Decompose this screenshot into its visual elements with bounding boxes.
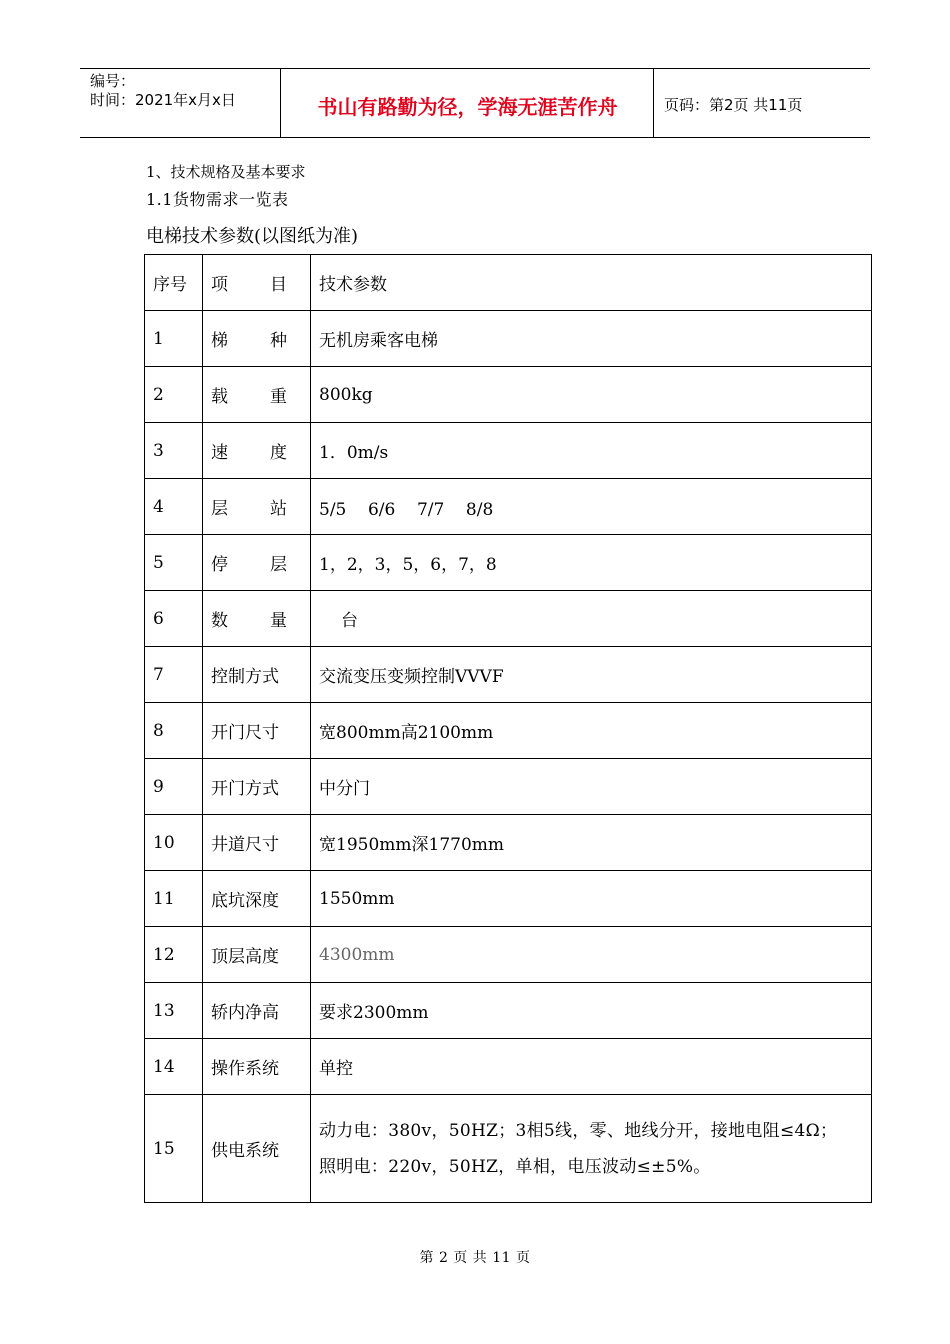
row-value: 中分门 [311,759,872,815]
row-item-label: 层 站 [211,499,287,519]
row-item-label: 载 重 [211,387,287,407]
row-no: 6 [145,591,203,647]
row-item: 井道尺寸 [203,815,311,871]
power-line: 动力电：380v，50HZ；3相5线，零、地线分开，接地电阻≤4Ω； [319,1120,838,1141]
header-cell-no: 序号 [145,255,203,311]
row-value: 交流变压变频控制VVVF [311,647,872,703]
table-row [145,983,872,1039]
section-heading: 1、技术规格及基本要求 [146,163,306,181]
row-no: 14 [145,1039,203,1095]
row-value-text: 4300mm [319,944,395,965]
row-item-label: 速 度 [211,443,287,463]
row-value [311,479,872,535]
row-value: 单控 [311,1039,872,1095]
row-no: 13 [145,983,203,1039]
table-row [145,423,872,479]
row-item: 开门方式 [203,759,311,815]
row-value [311,591,872,647]
row-item [203,591,311,647]
page-header [80,68,870,138]
table-title: 电梯技术参数(以图纸为准) [146,226,359,247]
row-item [203,311,311,367]
table-row [145,759,872,815]
table-header-row [145,255,872,311]
table-row [145,927,872,983]
section-subheading: 1.1货物需求一览表 [146,190,289,209]
table-row [145,367,872,423]
row-value-text: 台 [341,611,358,631]
header-page-label: 页码：第2页 共11页 [664,95,803,114]
row-no: 12 [145,927,203,983]
header-cell-item [203,255,311,311]
header-item-label: 项 目 [211,275,287,295]
row-value: 宽1950mm深1770mm [311,815,872,871]
row-value: 1550mm [311,871,872,927]
row-no: 4 [145,479,203,535]
table-row [145,703,872,759]
row-item [203,423,311,479]
row-no: 15 [145,1095,203,1203]
header-motto: 书山有路勤为径，学海无涯苦作舟 [282,69,654,137]
row-value: 1．0m/s [311,423,872,479]
header-cell-value: 技术参数 [311,255,872,311]
row-item: 顶层高度 [203,927,311,983]
table-row [145,1039,872,1095]
header-meta [80,69,281,137]
row-item: 控制方式 [203,647,311,703]
row-no: 8 [145,703,203,759]
document-number-label: 编号： [90,72,136,90]
row-item: 操作系统 [203,1039,311,1095]
row-item-label: 数 量 [211,611,287,631]
elevator-spec-table [144,254,872,1203]
page-footer: 第 2 页 共 11 页 [419,1250,531,1266]
row-item: 轿内净高 [203,983,311,1039]
power-supply-text [319,1113,871,1185]
row-no: 11 [145,871,203,927]
row-item-label: 梯 种 [211,331,287,351]
table-row [145,535,872,591]
row-no: 7 [145,647,203,703]
row-value: 宽800mm高2100mm [311,703,872,759]
row-value: 1，2，3，5，6，7，8 [311,535,872,591]
table-row [145,479,872,535]
row-item: 开门尺寸 [203,703,311,759]
row-item [203,479,311,535]
row-value: 要求2300mm [311,983,872,1039]
row-item [203,367,311,423]
row-value [311,927,872,983]
row-no: 10 [145,815,203,871]
row-value: 无机房乘客电梯 [311,311,872,367]
row-item: 底坑深度 [203,871,311,927]
document-time-label: 时间：2021年x月x日 [90,91,236,109]
row-no: 2 [145,367,203,423]
table-row [145,647,872,703]
table-row [145,591,872,647]
table-row [145,815,872,871]
table-row [145,1095,872,1203]
table-row [145,311,872,367]
row-value-text: 5/5 6/6 7/7 8/8 [319,499,494,520]
row-no: 9 [145,759,203,815]
row-item: 供电系统 [203,1095,311,1203]
row-no: 3 [145,423,203,479]
row-item-label: 停 层 [211,555,287,575]
row-item [203,535,311,591]
lighting-line: 照明电：220v，50HZ，单相，电压波动≤±5%。 [319,1156,711,1177]
table-row [145,871,872,927]
row-value: 800kg [311,367,872,423]
row-value [311,1095,872,1203]
row-no: 1 [145,311,203,367]
row-no: 5 [145,535,203,591]
